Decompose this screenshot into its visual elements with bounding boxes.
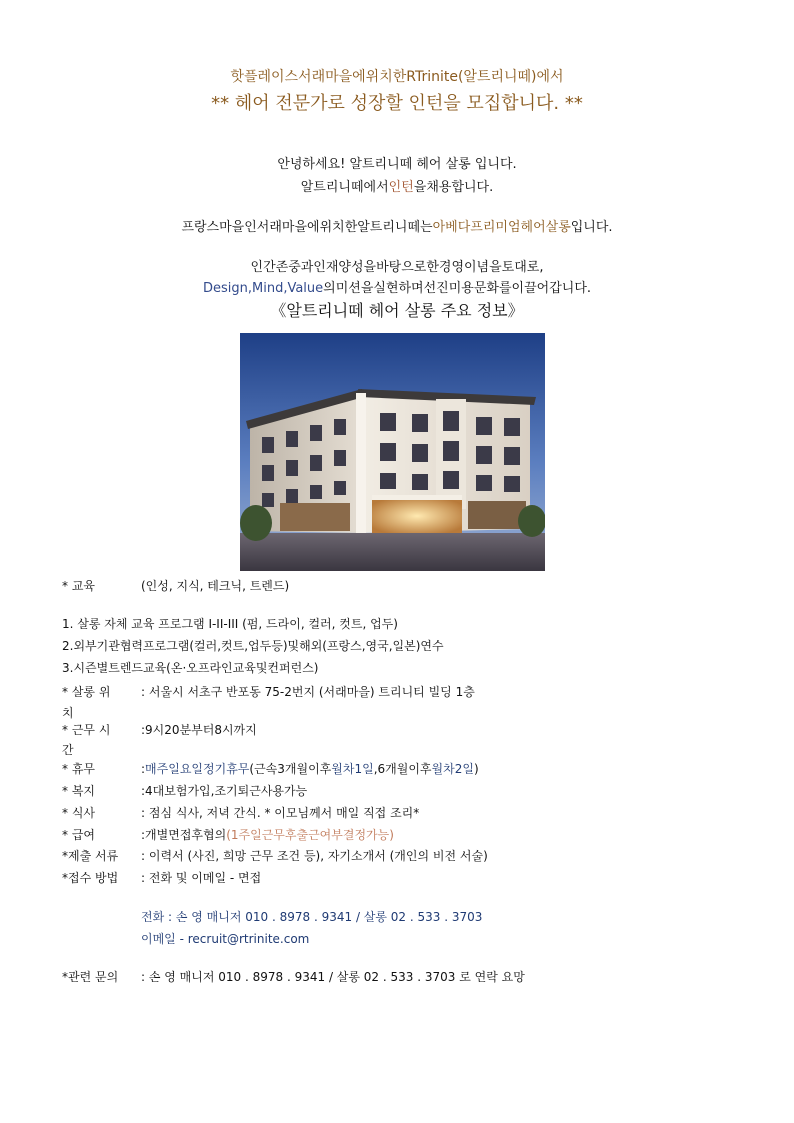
mission-rest: 의미션을실현하며선진미용문화를이끌어갑니다. <box>323 281 592 296</box>
apply-label: *접수 방법 <box>62 871 119 885</box>
contact-email-label: 이메일 - <box>141 932 184 946</box>
salary-main: :개별면접후협의 <box>141 828 227 842</box>
hire-highlight: 인턴 <box>388 180 414 195</box>
holiday-colon: : <box>141 762 146 776</box>
salary-note: (1주일근무후출근여부결정가능) <box>226 828 394 842</box>
inquiry-label: *관련 문의 <box>62 970 119 984</box>
salon-highlight: 아베다프리미엄헤어살롱 <box>432 220 571 235</box>
location-label: * 살롱 위 <box>62 685 111 699</box>
location-value: : 서울시 서초구 반포동 75-2번지 (서래마을) 트리니티 빌딩 1층 <box>141 685 475 699</box>
apply-value: : 전화 및 이메일 - 면접 <box>141 871 262 885</box>
hire-line <box>0 176 794 195</box>
hire-prefix: 알트리니떼에서 <box>300 180 389 195</box>
section-title: 《알트리니떼 헤어 살롱 주요 정보》 <box>270 301 524 320</box>
greeting: 안녕하세요! 알트리니떼 헤어 살롱 입니다. <box>277 157 517 172</box>
salon-prefix: 프랑스마을인서래마을에위치한알트리니떼는 <box>181 220 433 235</box>
salon-building-photo <box>240 333 545 571</box>
education-item-1: 1. 살롱 자체 교육 프로그램 I-II-III (펌, 드라이, 컬러, 컷트, 업두) <box>62 617 398 631</box>
education-value: (인성, 지식, 테크닉, 트렌드) <box>141 579 290 593</box>
contact-email-link[interactable]: recruit@rtrinite.com <box>187 932 310 946</box>
education-label: * 교육 <box>62 579 95 593</box>
header-line-1: 핫플레이스서래마을에위치한RTrinite(알트리니떼)에서 <box>230 69 564 85</box>
salary-value <box>141 826 394 843</box>
docs-label: *제출 서류 <box>62 849 119 863</box>
hours-label: * 근무 시 <box>62 723 111 737</box>
inquiry-value: : 손 영 매니저 010 . 8978 . 9341 / 살롱 02 . 533 . 3703 로 연락 요망 <box>141 970 525 984</box>
salon-line <box>0 216 794 235</box>
contact-phone: 전화 : 손 영 매니저 010 . 8978 . 9341 / 살롱 02 . 533 . 3703 <box>141 910 483 924</box>
holiday-value <box>141 760 479 777</box>
salon-suffix: 입니다. <box>570 220 613 235</box>
education-item-3: 3.시즌별트렌드교육(온·오프라인교육및컨퍼런스) <box>62 661 319 675</box>
hours-value: :9시20분부터8시까지 <box>141 723 257 737</box>
contact-email-line <box>141 930 309 947</box>
meal-label: * 식사 <box>62 806 95 820</box>
meal-value: : 점심 식사, 저녁 간식. * 이모님께서 매일 직접 조리* <box>141 806 420 820</box>
holiday-paren-open: (근속3개월이후 <box>249 762 332 776</box>
holiday-monthly-2: 월차2일 <box>431 762 474 776</box>
philosophy-line: 인간존중과인재양성을바탕으로한경영이념을토대로, <box>250 260 544 275</box>
mission-line <box>0 277 794 296</box>
salary-label: * 급여 <box>62 828 95 842</box>
holiday-monthly-1: 월차1일 <box>331 762 374 776</box>
mission-values: Design,Mind,Value <box>202 281 324 296</box>
holiday-paren-close: ) <box>473 762 479 776</box>
holiday-mid: ,6개월이후 <box>373 762 432 776</box>
docs-value: : 이력서 (사진, 희망 근무 조건 등), 자기소개서 (개인의 비전 서술) <box>141 849 488 863</box>
welfare-label: * 복지 <box>62 784 95 798</box>
hire-suffix: 을채용합니다. <box>413 180 494 195</box>
header-line-2: ** 헤어 전문가로 성장할 인턴을 모집합니다. ** <box>211 93 583 114</box>
education-item-2: 2.외부기관협력프로그램(컬러,컷트,업두등)및해외(프랑스,영국,일본)연수 <box>62 639 444 653</box>
holiday-label: * 휴무 <box>62 762 95 776</box>
location-label-wrap: 치 <box>62 706 74 720</box>
welfare-value: :4대보험가입,조기퇴근사용가능 <box>141 784 308 798</box>
holiday-highlight: 매주일요일정기휴무 <box>145 762 250 776</box>
hours-label-wrap: 간 <box>62 743 74 757</box>
